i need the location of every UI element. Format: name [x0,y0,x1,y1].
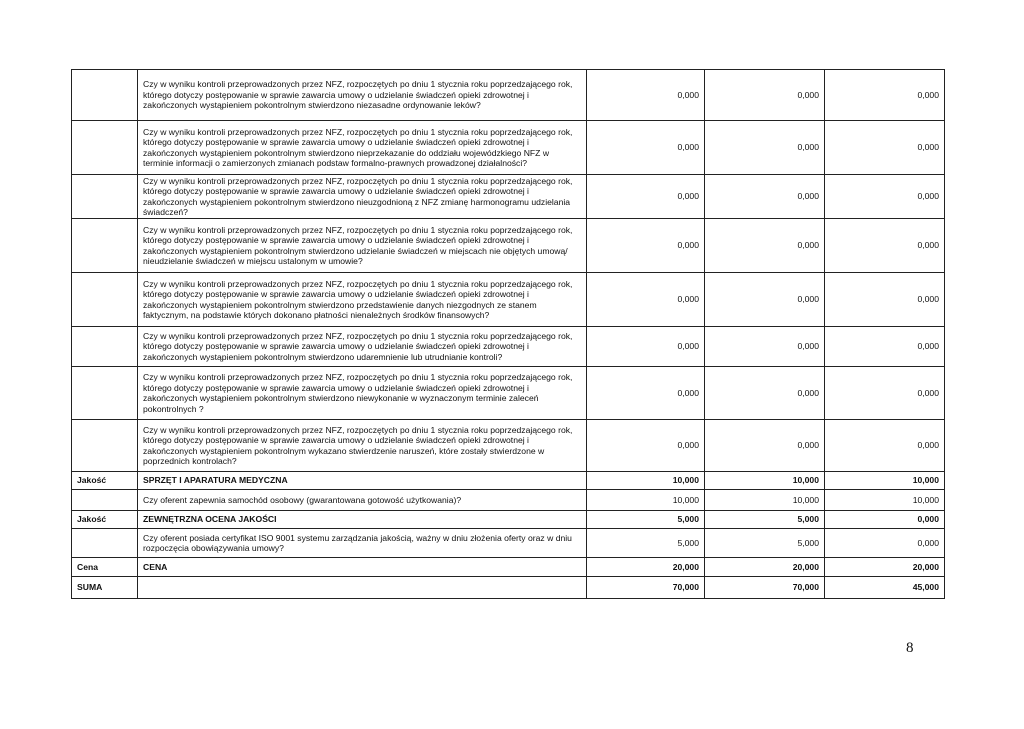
row-value-3-cell: 0,000 [825,511,945,529]
row-value-2-cell: 5,000 [705,529,825,558]
row-value-1-cell: 0,000 [587,420,705,472]
table-row [72,327,945,367]
row-value-2-cell: 0,000 [705,327,825,367]
row-category-cell: Cena [72,558,138,577]
row-question-cell: Czy w wyniku kontroli przeprowadzonych przez NFZ, rozpoczętych po dniu 1 stycznia roku poprzedzającego rok, którego dotyczy postępowanie w sprawie zawarcia umowy o udzielanie świadczeń opieki zdrowotnej i zakończonych wystąpieniem pokontrolnym stwierdzono niezasadne ordynowanie leków? [138,70,587,121]
row-value-2-cell: 0,000 [705,121,825,175]
row-value-1-cell: 10,000 [587,490,705,511]
table-row [72,121,945,175]
row-value-1-cell: 5,000 [587,511,705,529]
table-row [72,511,945,529]
table-row [72,529,945,558]
row-question-cell: Czy w wyniku kontroli przeprowadzonych przez NFZ, rozpoczętych po dniu 1 stycznia roku poprzedzającego rok, którego dotyczy postępowanie w sprawie zawarcia umowy o udzielanie świadczeń opieki zdrowotnej i zakończonych wystąpieniem pokontrolnym stwierdzono udaremnienie lub utrudnianie kontroli? [138,327,587,367]
row-value-2-cell: 10,000 [705,490,825,511]
row-question-cell: ZEWNĘTRZNA OCENA JAKOŚCI [138,511,587,529]
row-category-cell: Jakość [72,472,138,490]
row-category-cell [72,121,138,175]
row-value-3-cell: 0,000 [825,219,945,273]
row-value-2-cell: 0,000 [705,420,825,472]
row-value-2-cell: 20,000 [705,558,825,577]
row-question-cell: Czy w wyniku kontroli przeprowadzonych przez NFZ, rozpoczętych po dniu 1 stycznia roku poprzedzającego rok, którego dotyczy postępowanie w sprawie zawarcia umowy o udzielanie świadczeń opieki zdrowotnej i zakończonych wystąpieniem pokontrolnym stwierdzono udzielanie świadczeń w miejscach nie objętych umową/ nieudzielanie świadczeń w miejscu ustalonym w umowie? [138,219,587,273]
row-question-cell [138,577,587,599]
row-value-3-cell: 0,000 [825,529,945,558]
row-value-2-cell: 0,000 [705,70,825,121]
row-value-3-cell: 0,000 [825,70,945,121]
page-number: 8 [906,640,914,656]
row-category-cell: Jakość [72,511,138,529]
row-value-3-cell: 45,000 [825,577,945,599]
table-row [72,219,945,273]
table-row [72,175,945,219]
table-row [72,472,945,490]
row-value-3-cell: 0,000 [825,367,945,420]
row-question-cell: Czy oferent zapewnia samochód osobowy (gwarantowana gotowość użytkowania)? [138,490,587,511]
row-value-3-cell: 0,000 [825,121,945,175]
row-value-1-cell: 10,000 [587,472,705,490]
row-question-cell: Czy w wyniku kontroli przeprowadzonych przez NFZ, rozpoczętych po dniu 1 stycznia roku poprzedzającego rok, którego dotyczy postępowanie w sprawie zawarcia umowy o udzielanie świadczeń opieki zdrowotnej i zakończonych wystąpieniem pokontrolnym stwierdzono nieprzekazanie do oddziału wojewódzkiego NFZ w terminie informacji o zamierzonych zmianach podstaw formalno-prawnych prowadzonej działalności? [138,121,587,175]
row-value-1-cell: 0,000 [587,327,705,367]
row-value-1-cell: 5,000 [587,529,705,558]
scoring-table [71,69,945,599]
row-category-cell [72,367,138,420]
row-value-2-cell: 0,000 [705,175,825,219]
row-question-cell: Czy oferent posiada certyfikat ISO 9001 systemu zarządzania jakością, ważny w dniu złożenia oferty oraz w dniu rozpoczęcia obowiązywania umowy? [138,529,587,558]
row-value-3-cell: 0,000 [825,175,945,219]
row-category-cell [72,219,138,273]
row-value-1-cell: 0,000 [587,70,705,121]
row-value-3-cell: 20,000 [825,558,945,577]
row-value-2-cell: 0,000 [705,367,825,420]
scoring-table-body [72,70,945,599]
row-value-1-cell: 0,000 [587,367,705,420]
row-question-cell: Czy w wyniku kontroli przeprowadzonych przez NFZ, rozpoczętych po dniu 1 stycznia roku poprzedzającego rok, którego dotyczy postępowanie w sprawie zawarcia umowy o udzielanie świadczeń opieki zdrowotnej i zakończonych wystąpieniem pokontrolnym stwierdzono niewykonanie w wyznaczonym terminie zaleceń pokontrolnych ? [138,367,587,420]
table-row [72,490,945,511]
row-value-1-cell: 0,000 [587,219,705,273]
table-row [72,273,945,327]
row-question-cell: CENA [138,558,587,577]
row-value-1-cell: 0,000 [587,273,705,327]
row-category-cell [72,490,138,511]
row-value-1-cell: 0,000 [587,121,705,175]
table-row [72,558,945,577]
row-value-1-cell: 0,000 [587,175,705,219]
row-category-cell: SUMA [72,577,138,599]
row-value-3-cell: 10,000 [825,472,945,490]
table-row [72,367,945,420]
row-question-cell: Czy w wyniku kontroli przeprowadzonych przez NFZ, rozpoczętych po dniu 1 stycznia roku poprzedzającego rok, którego dotyczy postępowanie w sprawie zawarcia umowy o udzielanie świadczeń opieki zdrowotnej i zakończonych wystąpieniem pokontrolnym stwierdzono przedstawienie danych niezgodnych ze stanem faktycznym, na podstawie których dokonano płatności nienależnych środków finansowych? [138,273,587,327]
row-value-2-cell: 5,000 [705,511,825,529]
row-value-2-cell: 70,000 [705,577,825,599]
row-value-3-cell: 0,000 [825,273,945,327]
row-value-3-cell: 10,000 [825,490,945,511]
row-value-2-cell: 10,000 [705,472,825,490]
row-category-cell [72,327,138,367]
row-question-cell: SPRZĘT I APARATURA MEDYCZNA [138,472,587,490]
row-question-cell: Czy w wyniku kontroli przeprowadzonych przez NFZ, rozpoczętych po dniu 1 stycznia roku poprzedzającego rok, którego dotyczy postępowanie w sprawie zawarcia umowy o udzielanie świadczeń opieki zdrowotnej i zakończonych wystąpieniem pokontrolnym stwierdzono nieuzgodnioną z NFZ zmianę harmonogramu udzielania świadczeń? [138,175,587,219]
table-row [72,577,945,599]
row-question-cell: Czy w wyniku kontroli przeprowadzonych przez NFZ, rozpoczętych po dniu 1 stycznia roku poprzedzającego rok, którego dotyczy postępowanie w sprawie zawarcia umowy o udzielanie świadczeń opieki zdrowotnej i zakończonych wystąpieniem pokontrolnym wykazano stwierdzenie naruszeń, które zostały stwierdzone w poprzednich kontrolach? [138,420,587,472]
row-value-1-cell: 70,000 [587,577,705,599]
row-category-cell [72,70,138,121]
row-value-3-cell: 0,000 [825,327,945,367]
row-category-cell [72,175,138,219]
row-category-cell [72,273,138,327]
row-value-1-cell: 20,000 [587,558,705,577]
table-row [72,70,945,121]
row-value-2-cell: 0,000 [705,273,825,327]
row-value-3-cell: 0,000 [825,420,945,472]
table-row [72,420,945,472]
row-category-cell [72,529,138,558]
row-category-cell [72,420,138,472]
row-value-2-cell: 0,000 [705,219,825,273]
